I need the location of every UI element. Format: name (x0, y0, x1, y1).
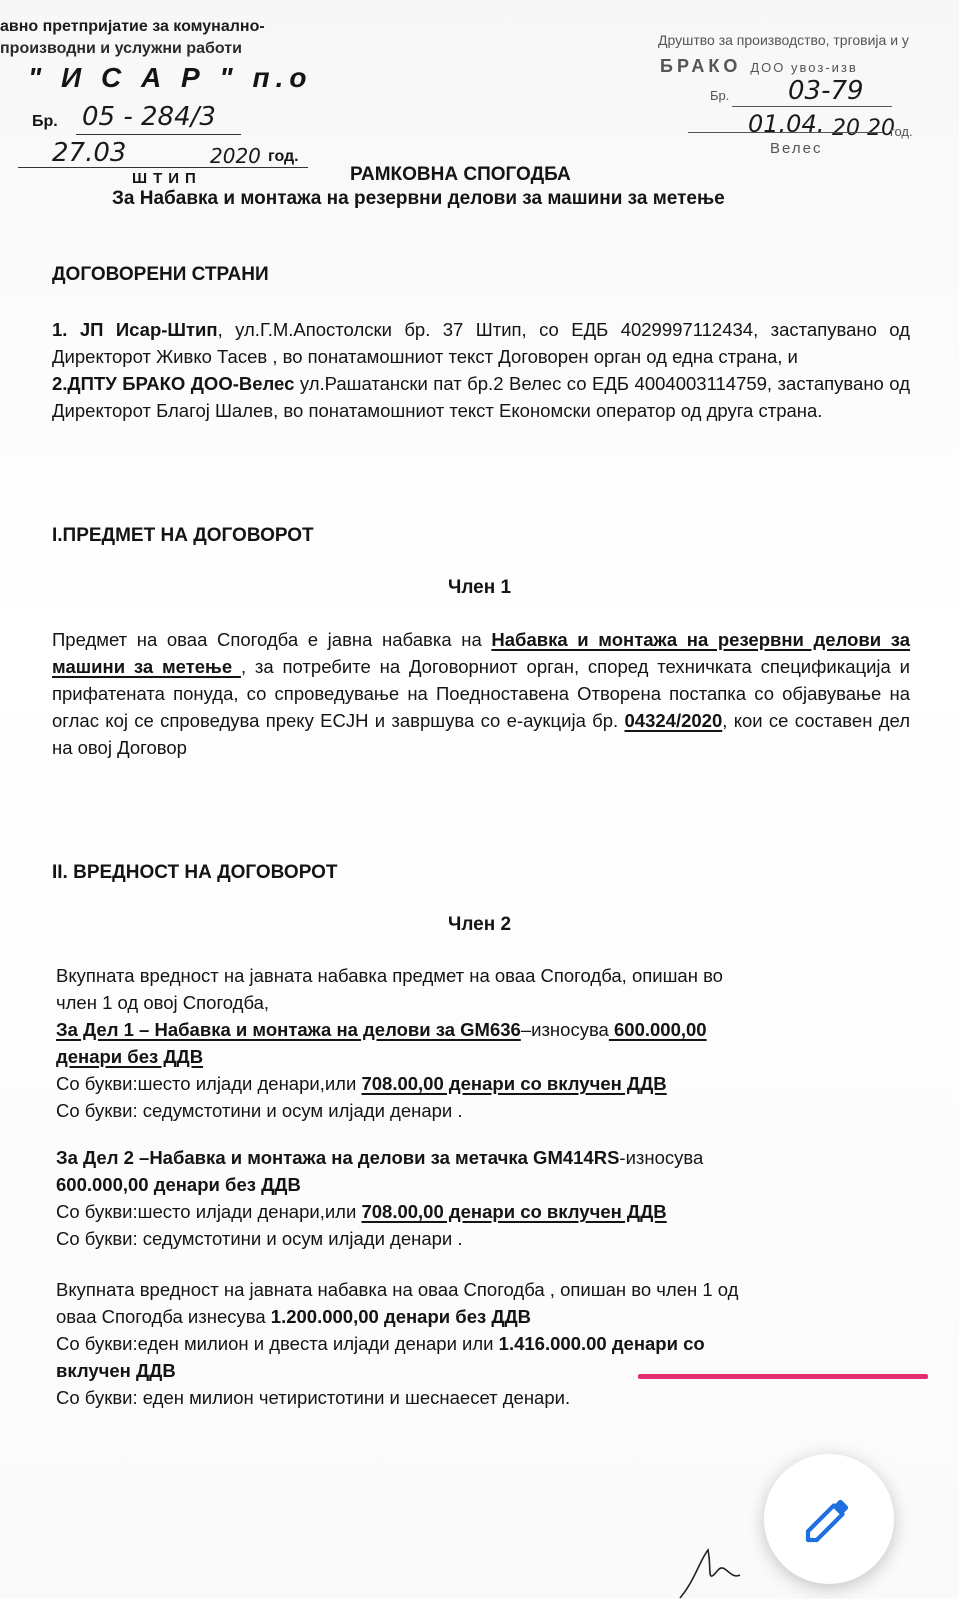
stamp-year-suffix: год. (268, 148, 299, 165)
article-2-heading: Член 2 (447, 914, 512, 935)
section-1-heading: I.ПРЕДМЕТ НА ДОГОВОРОТ (52, 525, 314, 546)
article-1-text-part: Предмет на оваа Спогодба е јавна набавка на (52, 629, 492, 650)
party-1-name: 1. ЈП Исар-Штип (52, 319, 218, 340)
lot-2-amount-line: 600.000,00 денари без ДДВ (56, 1174, 301, 1195)
lot-2-line (56, 1144, 914, 1171)
lot-1-label: За Дел 1 – (56, 1019, 150, 1040)
lot-1-amount-label: –износува (520, 1019, 609, 1040)
stamp-date: 01.04. (748, 110, 825, 138)
stamp-divider (688, 132, 883, 133)
stamp-number: 03-79 (788, 76, 864, 106)
total-with-vat: 1.416.000.00 денари со (498, 1333, 705, 1354)
section-2-heading: II. ВРЕДНОСТ НА ДОГОВОРОТ (52, 862, 338, 883)
lot-2-with-vat: 708.00,00 денари со вклучен ДДВ (361, 1201, 667, 1222)
pencil-edit-icon (801, 1491, 857, 1547)
total-line-3 (56, 1330, 914, 1357)
auction-number: 04324/2020 (624, 710, 723, 731)
value-intro-line-1: Вкупната вредност на јавната набавка предмет на оваа Спогодба, опишан во (56, 965, 723, 986)
total-line-5: Со букви: еден милион четиристотини и шеснаесет денари. (56, 1387, 571, 1408)
stamp-city: ШТИП (132, 170, 202, 187)
stamp-org-line: Друштво за производство, трговија и у (658, 32, 909, 48)
stamp-divider (732, 106, 892, 107)
article-1-text-part: , кои се составен дел на овој Договор (52, 710, 911, 758)
article-1-text-part: , за потребите на Договорниот орган, според техничката спецификација и прифатената понуда, со спроведување на Поедноставена Отворена постапка со објавување на оглас кој се спроведува преку ЕСЈН и завршува со е-аукција бр. (52, 656, 910, 731)
document-title: РАМКОВНА СПОГОДБА (350, 164, 571, 185)
lot-1-currency: денари без ДДВ (56, 1046, 204, 1067)
stamp-year-suffix: год. (890, 124, 913, 139)
lot-2-words-2: Со букви: седумстотини и осум илјади денари . (56, 1228, 463, 1249)
lot-2-words-1 (56, 1198, 914, 1225)
article-1-heading: Член 1 (447, 577, 512, 598)
lot-1-currency-line (56, 1043, 914, 1070)
stamp-date: 27.03 (52, 138, 127, 168)
edit-floating-button[interactable] (764, 1454, 894, 1584)
total-without-vat: 1.200.000,00 денари без ДДВ (270, 1306, 532, 1327)
total-line-4: вклучен ДДВ (56, 1360, 176, 1381)
parties-paragraph (52, 316, 910, 424)
lot-1-with-vat: 708.00,00 денари со вклучен ДДВ (361, 1073, 667, 1094)
lot-1-words-text: Со букви:шесто илјади денари,или (56, 1073, 362, 1094)
brako-registration-stamp (640, 20, 959, 160)
stamp-divider (76, 134, 241, 135)
party-2-name: 2.ДПТУ БРАКО ДОО-Велес (52, 373, 295, 394)
stamp-org-line-2: производни и услужни работи (0, 40, 242, 57)
stamp-org-line-1: авно претпријатие за комунално- (0, 18, 265, 35)
lot-2-amount-label: -износува (619, 1147, 704, 1168)
stamp-company-suffix: ДОО увоз-изв (750, 60, 858, 75)
total-line-1: Вкупната вредност на јавната набавка на оваа Спогодба , опишан во член 1 од (56, 1279, 739, 1300)
lot-1-amount: 600.000,00 (608, 1019, 707, 1040)
stamp-company (660, 56, 858, 77)
signature-scribble (670, 1540, 760, 1599)
value-intro-line-2: член 1 од овој Спогодба, (56, 992, 270, 1013)
stamp-year: 2020 (210, 144, 261, 168)
party-2-details: ул.Рашатански пат бр.2 Велес со ЕДБ 4004003114759, застапувано од Директорот Благој Шалев, во понатамошниот текст Економски оператор од друга страна. (52, 373, 910, 421)
stamp-city: Велес (770, 140, 823, 157)
party-1-details: , ул.Г.М.Апостолски бр. 37 Штип, со ЕДБ 4029997112434, застапувано од Директорот Живко Тасев , во понатамошниот текст Договорен орган од една страна, и (52, 319, 910, 367)
stamp-number-label: Бр. (710, 88, 730, 103)
total-text: оваа Спогодба изнесува (56, 1306, 271, 1327)
lot-2-words-text: Со букви:шесто илјади денари,или (56, 1201, 362, 1222)
isar-registration-stamp (0, 10, 335, 187)
total-line-2 (56, 1303, 914, 1330)
lot-1-line (56, 1016, 914, 1043)
article-1-text (52, 626, 910, 761)
lot-1-description: Набавка и монтажа на делови за GM636 (149, 1019, 521, 1040)
lot-1-words-1 (56, 1070, 914, 1097)
lot-2-description: За Дел 2 –Набавка и монтажа на делови за метачка GM414RS (56, 1147, 620, 1168)
stamp-number-label: Бр. (32, 113, 58, 130)
stamp-year: 20 20 (832, 116, 895, 141)
stamp-org-name: " И С А Р " п.о (28, 62, 313, 93)
parties-heading: ДОГОВОРЕНИ СТРАНИ (52, 264, 269, 285)
document-subtitle: За Набавка и монтажа на резервни делови за машини за метење (112, 188, 725, 209)
lot-1-words-2: Со букви: седумстотини и осум илјади денари . (56, 1100, 463, 1121)
stamp-company-name: БРАКО (660, 56, 742, 76)
total-words: Со букви:еден милион и двеста илјади денари или (56, 1333, 499, 1354)
procurement-subject: Набавка и монтажа на резервни делови за машини за метење (52, 629, 911, 677)
stamp-divider (18, 167, 308, 168)
stamp-number: 05 - 284/3 (82, 102, 216, 132)
